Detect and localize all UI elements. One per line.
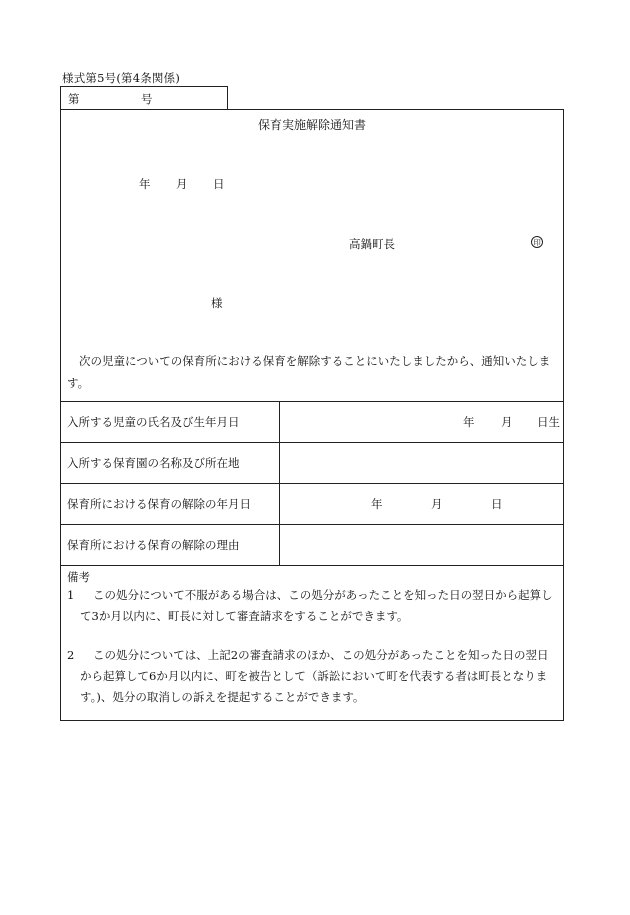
- notice-body: 次の児童についての保育所における保育を解除することにいたしましたから、通知いたします。: [67, 354, 551, 390]
- remark-number: 2: [67, 648, 75, 662]
- row-label: 入所する児童の氏名及び生年月日: [67, 415, 240, 429]
- number-prefix: 第: [68, 92, 80, 106]
- row-label: 保育所における保育の解除の理由: [67, 538, 240, 552]
- birth-year: 年: [463, 415, 475, 429]
- issue-date-year: 年: [139, 177, 151, 191]
- remarks-section: [61, 565, 563, 704]
- remark-number: 1: [67, 588, 75, 602]
- remark-item: [67, 645, 559, 708]
- row-divider: [279, 525, 280, 565]
- cancel-month: 月: [431, 497, 443, 511]
- row-cancellation-date: [61, 483, 563, 524]
- row-nursery-name-address: [61, 442, 563, 483]
- cancel-year: 年: [371, 497, 383, 511]
- number-suffix: 号: [141, 92, 153, 106]
- issue-date-day: 日: [213, 177, 225, 191]
- row-divider: [279, 443, 280, 483]
- birth-day: 日生: [537, 415, 560, 429]
- remarks-heading: 備考: [67, 570, 90, 584]
- addressee-honorific: 様: [211, 296, 223, 310]
- notice-form: [60, 109, 564, 721]
- form-number-label: 様式第5号(第4条関係): [62, 71, 181, 85]
- seal-mark: 印: [531, 236, 543, 248]
- issuer-mayor: 高鍋町長: [349, 237, 395, 251]
- remark-text: この処分について不服がある場合は、この処分があったことを知った日の翌日から起算して3か月以内に、町長に対して審査請求をすることができます。: [80, 588, 553, 623]
- remark-item: [67, 585, 559, 627]
- row-child-name-birthdate: [61, 401, 563, 442]
- cancel-day: 日: [491, 497, 503, 511]
- issue-date-month: 月: [176, 177, 188, 191]
- remark-text: この処分については、上記2の審査請求のほか、この処分があったことを知った日の翌日から起算して6か月以内に、町を被告として（訴訟において町を代表する者は町長となります。)、処分の取消しの訴えを提起することができます。: [80, 648, 549, 704]
- document-number-box: [60, 86, 228, 109]
- row-label: 保育所における保育の解除の年月日: [67, 497, 251, 511]
- birth-month: 月: [501, 415, 513, 429]
- row-label: 入所する保育園の名称及び所在地: [67, 456, 240, 470]
- document-title: 保育実施解除通知書: [257, 118, 366, 132]
- row-divider: [279, 484, 280, 524]
- row-divider: [279, 402, 280, 442]
- row-cancellation-reason: [61, 524, 563, 565]
